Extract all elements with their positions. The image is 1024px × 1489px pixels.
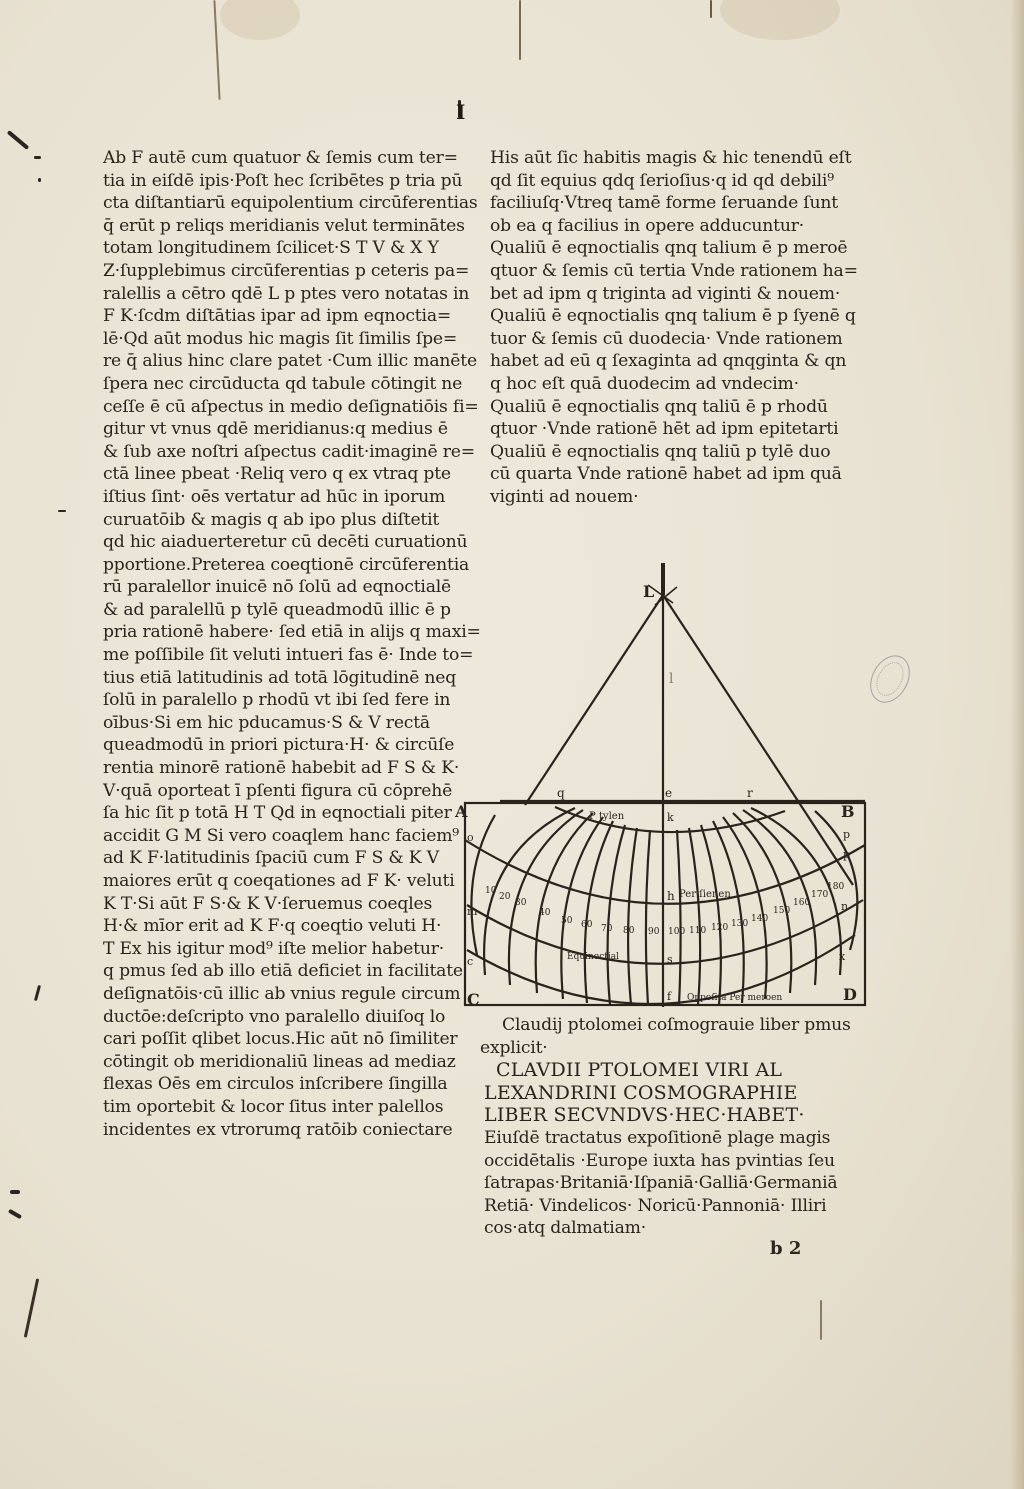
explicit-line: Claudij ptolomei coſmograuie liber pmus (502, 1015, 851, 1035)
book-heading-line: LEXANDRINI COSMOGRAPHIE (484, 1081, 798, 1104)
text-line: q̄ erūt p reliqs meridianis velut terminātes (103, 215, 465, 236)
signature-mark: b 2 (770, 1238, 802, 1259)
text-line: cos·atq dalmatiam· (484, 1218, 646, 1239)
degree-label: 160 (793, 898, 811, 908)
degree-label: 110 (689, 926, 707, 936)
label-e: e (665, 786, 673, 800)
label-parallel-meroe: Oppoſita Per meroen (687, 993, 783, 1003)
text-line: totam longitudinem ſcilicet·S T V & X Y (103, 238, 439, 259)
water-stain (220, 0, 300, 40)
text-line: accidit G M Si vero coaqlem hanc faciem⁹ (103, 825, 459, 846)
label-r: r (747, 786, 753, 800)
text-line: deſignatōis·cū illic ab vnius regule circum (103, 983, 461, 1004)
text-line: viginti ad nouem· (490, 486, 639, 507)
ink-speck (38, 178, 41, 182)
text-line: Qualiū ē eqnoctialis qnq talium ē p ſyenē q (490, 306, 856, 327)
text-line: iſtius ſint· oēs vertatur ad hūc in iporum (103, 486, 446, 507)
label-B: B (841, 802, 855, 821)
water-stain (720, 0, 840, 40)
text-line: F K·ſcdm diſtātias ipar ad ipm eqnoctia= (103, 306, 452, 327)
label-s: s (667, 953, 673, 966)
text-line: gitur vt vnus qdē meridianus:q medius ē (103, 419, 448, 440)
text-line: ſa hic ſit p totā H T Qd in eqnoctiali piter (103, 803, 452, 824)
text-line: K T·Si aūt F S·& K V·ſeruemus coeqles (103, 893, 433, 914)
text-line: Z·ſupplebimus circūferentias p ceteris pa= (103, 260, 470, 281)
degree-label: 150 (773, 906, 791, 916)
projection-figure (455, 555, 870, 1010)
label-f: f (667, 990, 672, 1003)
text-line: Eiuſdē tractatus expoſitionē plage magis (484, 1127, 831, 1148)
text-line: faciliuſq·Vtreq tamē forme ſeruande ſunt (490, 193, 838, 214)
text-line: Ab F autē cum quatuor & ſemis cum ter= (103, 148, 458, 168)
text-line: qtuor ·Vnde rationē hēt ad ipm epitetarti (490, 419, 839, 440)
text-line: rentia minorē rationē habebit ad F S & K· (103, 758, 460, 779)
text-line: rū paralellor inuicē nō ſolū ad eqnoctialē (103, 577, 452, 598)
degree-label: 10 (485, 886, 497, 896)
ink-speck (10, 1190, 20, 1194)
degree-label: 60 (581, 920, 593, 930)
folio-number: I (456, 100, 466, 124)
faint-mark: l (669, 671, 674, 687)
text-line: Qualiū ē eqnoctialis qnq taliū ē p rhodū (490, 396, 828, 417)
text-line: Qualiū ē eqnoctialis qnq talium ē p meroē (490, 238, 848, 259)
ink-speck (7, 130, 29, 150)
label-o: o (467, 831, 474, 844)
label-parallel-syene: Per ſienen (679, 889, 731, 900)
right-text-column-bottom (480, 1014, 851, 1240)
ink-speck (34, 156, 41, 159)
text-line: & ſub axe noſtri aſpectus cadit·imaginē re= (103, 441, 475, 462)
degree-label: 140 (751, 914, 769, 924)
degree-label: 90 (648, 927, 660, 937)
label-m: m (467, 905, 478, 918)
text-line: ob ea q facilius in opere adducuntur· (490, 215, 804, 236)
label-p: p (843, 828, 851, 841)
text-line: qd hic aiaduerteretur cū decēti curuationū (103, 532, 468, 553)
degree-label: 70 (601, 924, 613, 934)
text-line: H·& mīor erit ad K F·q coeqtio veluti H· (103, 916, 442, 937)
text-line: habet ad eū q ſexaginta ad qnqginta & qn (490, 351, 847, 372)
text-line: bet ad ipm q triginta ad viginti & nouem· (490, 283, 841, 304)
label-parallel-thule: P tylen (589, 811, 625, 822)
text-line: pria rationē habere· ſed etiā in alijs q maxi= (103, 622, 481, 643)
text-line: V·quā oporteat ī pſenti figura cū cōprehē (103, 780, 453, 801)
degree-label: 20 (499, 892, 511, 902)
degree-label: 180 (827, 882, 845, 892)
ink-speck (710, 0, 712, 18)
right-text-column-top (490, 147, 858, 509)
margin-crease (519, 0, 521, 60)
label-x: x (839, 950, 846, 963)
text-line: Qualiū ē eqnoctialis qnq taliū p tylē duo (490, 441, 831, 462)
text-line: & ad paralellū p tylē queadmodū illic ē p (103, 599, 451, 620)
label-k: k (667, 811, 674, 824)
degree-label: 50 (561, 916, 573, 926)
text-line: me poſſibile ſit veluti intueri fas ē· Inde to= (103, 645, 474, 666)
label-equator: Equinoctial (567, 952, 620, 962)
text-line: q hoc eſt quā duodecim ad vndecim· (490, 373, 799, 394)
text-line: cta diſtantiarū equipolentium circūferentias (103, 193, 478, 214)
label-q: q (557, 786, 565, 800)
text-line: tius etiā latitudinis ad totā lōgitudinē neq (103, 667, 457, 688)
text-line: ctā linee pbeat ·Reliq vero q ex vtraq pte (103, 464, 451, 485)
label-C: C (467, 990, 480, 1009)
label-p2: p (843, 848, 851, 861)
label-L: L (643, 582, 655, 601)
text-line: oībus·Si em hic pducamus·S & V rectā (103, 712, 430, 733)
text-line: q pmus ſed ab illo etiā deficiet in facilitate (103, 961, 463, 982)
text-line: occidētalis ·Europe iuxta has pvintias ſeu (484, 1150, 835, 1171)
text-line: ſatrapas·Britaniā·Iſpaniā·Galliā·Germaniā (484, 1173, 838, 1194)
page-edge (1010, 0, 1024, 1489)
text-line: cari poſſit qlibet locus.Hic aūt nō ſimiliter (103, 1029, 458, 1050)
text-line: qtuor & ſemis cū tertia Vnde rationem ha= (490, 260, 858, 281)
ink-stroke (24, 1278, 39, 1337)
label-A: A (455, 802, 468, 821)
text-line: Retiā· Vindelicos· Noricū·Pannoniā· Illiri (484, 1195, 827, 1216)
text-line: tim oportebit & locor ſitus inter palellos (103, 1096, 444, 1117)
book-heading-line: LIBER SECVNDVS·HEC·HABET· (484, 1104, 805, 1127)
text-line: ad K F·latitudinis ſpaciū cum F S & K V (103, 848, 439, 869)
library-stamp-icon (862, 648, 917, 709)
text-line: ſolū in paralello p rhodū vt ibi ſed fere in (103, 690, 451, 711)
text-line: T Ex his igitur mod⁹ iſte melior habetur· (103, 938, 444, 959)
ink-speck (34, 985, 41, 1001)
text-line: lē·Qd aūt modus hic magis ſit ſimilis ſpe= (103, 328, 458, 349)
degree-label: 80 (623, 926, 635, 936)
text-line: cū quarta Vnde rationē habet ad ipm quā (490, 464, 842, 485)
degree-label: 170 (811, 890, 829, 900)
label-D: D (843, 985, 857, 1004)
label-h: h (667, 889, 675, 903)
explicit-line: explicit· (480, 1037, 548, 1058)
map-projection-diagram (455, 555, 870, 1010)
label-n: n (841, 900, 849, 913)
ink-speck (58, 510, 66, 512)
text-line: qd ſit equius qdq ſerioſius·q id qd debili⁹ (490, 170, 834, 191)
degree-label: 130 (731, 919, 749, 929)
text-line: cōtingit ob meridionaliū lineas ad mediaz (103, 1051, 456, 1072)
text-line: pportione.Preterea coeqtionē circūferentia (103, 554, 470, 575)
degree-label: 120 (711, 923, 729, 933)
text-line: queadmodū in priori pictura·H· & circūſe (103, 735, 455, 756)
text-line: maiores erūt q coeqationes ad F K· veluti (103, 871, 455, 891)
left-text-column (103, 147, 481, 1141)
degree-label: 100 (668, 927, 686, 937)
book-heading-line: CLAVDII PTOLOMEI VIRI AL (496, 1059, 783, 1082)
text-line: incidentes ex vtrorumq ratōib coniectare (103, 1119, 453, 1140)
text-line: ductōe:deſcripto vno paralello diuiſoq lo (103, 1006, 446, 1027)
text-line: His aūt ſic habitis magis & hic tenendū eſt (490, 148, 852, 168)
margin-crease (820, 1300, 822, 1340)
text-line: ceſſe ē cū aſpectus in medio deſignatiōis fi= (103, 396, 479, 417)
text-line: tia in eiſdē ipis·Poſt hec ſcribētes p tria pū (103, 170, 463, 191)
text-line: re q̄ alius hinc clare patet ·Cum illic manēte (103, 351, 477, 372)
degree-label: 30 (515, 898, 527, 908)
text-line: tuor & ſemis cū duodecia· Vnde rationem (490, 328, 843, 349)
text-line: flexas Oēs em circulos inſcribere ſingilla (103, 1074, 448, 1095)
label-c: c (467, 955, 474, 968)
text-line: ralellis a cētro qdē L p ptes vero notatas in (103, 283, 470, 304)
degree-label: 40 (539, 908, 551, 918)
text-line: ſpera nec circūducta qd tabule cōtingit ne (103, 373, 463, 394)
ink-speck (8, 1209, 22, 1219)
text-line: curuatōib & magis q ab ipo plus diſtetit (103, 509, 440, 530)
